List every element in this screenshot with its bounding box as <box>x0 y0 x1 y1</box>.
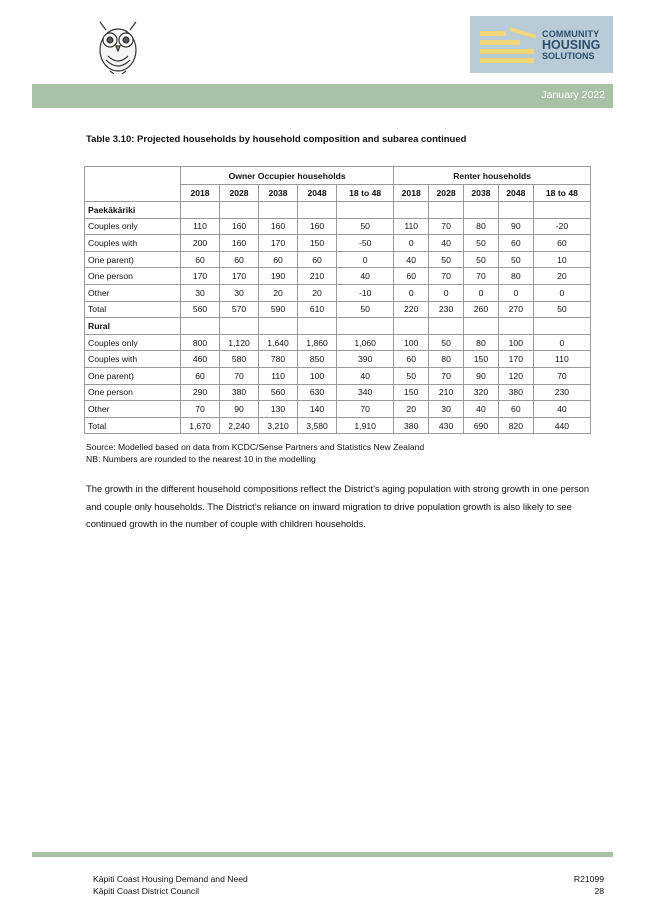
table-row <box>85 351 591 368</box>
value-cell: 60 <box>498 401 533 418</box>
value-cell: 50 <box>533 301 590 318</box>
value-cell: 340 <box>337 384 394 401</box>
empty-cell <box>498 202 533 219</box>
empty-cell <box>220 318 259 335</box>
value-cell: -20 <box>533 218 590 235</box>
owner-occupier-header: Owner Occupier households <box>181 167 394 185</box>
value-cell: 2,240 <box>220 417 259 434</box>
year-header: 2038 <box>259 185 298 202</box>
value-cell: 60 <box>181 367 220 384</box>
value-cell: 0 <box>498 284 533 301</box>
footer-band <box>32 852 613 857</box>
value-cell: 0 <box>533 334 590 351</box>
value-cell: 90 <box>464 367 499 384</box>
table-title: Table 3.10: Projected households by household composition and subarea continued <box>86 134 467 145</box>
households-table <box>84 166 591 434</box>
header-date: January 2022 <box>541 89 605 101</box>
value-cell: 390 <box>337 351 394 368</box>
value-cell: 90 <box>498 218 533 235</box>
value-cell: 380 <box>394 417 429 434</box>
value-cell: 10 <box>533 251 590 268</box>
value-cell: 50 <box>429 251 464 268</box>
value-cell: 60 <box>181 251 220 268</box>
value-cell: 80 <box>464 334 499 351</box>
logo-line-solutions: SOLUTIONS <box>542 50 595 61</box>
value-cell: 610 <box>298 301 337 318</box>
empty-cell <box>337 202 394 219</box>
value-cell: 40 <box>464 401 499 418</box>
year-header: 18 to 48 <box>533 185 590 202</box>
value-cell: 60 <box>259 251 298 268</box>
value-cell: 50 <box>394 367 429 384</box>
group-header-row <box>85 167 591 185</box>
value-cell: 460 <box>181 351 220 368</box>
value-cell: 160 <box>298 218 337 235</box>
row-label: One parent) <box>85 251 181 268</box>
value-cell: 190 <box>259 268 298 285</box>
value-cell: 430 <box>429 417 464 434</box>
value-cell: 0 <box>394 284 429 301</box>
value-cell: 1,060 <box>337 334 394 351</box>
section-name: Rural <box>85 318 181 335</box>
logo-line-community: COMMUNITY <box>542 28 600 39</box>
year-header: 2048 <box>498 185 533 202</box>
table-row <box>85 284 591 301</box>
value-cell: 30 <box>220 284 259 301</box>
table-row <box>85 401 591 418</box>
value-cell: 80 <box>464 218 499 235</box>
year-header: 2048 <box>298 185 337 202</box>
row-label: Other <box>85 284 181 301</box>
value-cell: 100 <box>394 334 429 351</box>
value-cell: 80 <box>429 351 464 368</box>
logo-line-housing: HOUSING <box>542 37 601 52</box>
value-cell: 170 <box>220 268 259 285</box>
row-label: One parent) <box>85 367 181 384</box>
value-cell: 70 <box>429 367 464 384</box>
value-cell: 290 <box>181 384 220 401</box>
value-cell: 60 <box>220 251 259 268</box>
row-label: Couples with <box>85 235 181 252</box>
logo-text <box>542 29 600 61</box>
value-cell: 170 <box>498 351 533 368</box>
value-cell: 380 <box>220 384 259 401</box>
empty-cell <box>298 318 337 335</box>
value-cell: 110 <box>181 218 220 235</box>
value-cell: 690 <box>464 417 499 434</box>
value-cell: 100 <box>498 334 533 351</box>
value-cell: 170 <box>181 268 220 285</box>
section-row <box>85 318 591 335</box>
row-label: One person <box>85 384 181 401</box>
table-row <box>85 367 591 384</box>
value-cell: 80 <box>498 268 533 285</box>
table-source-block <box>86 441 424 465</box>
value-cell: 160 <box>259 218 298 235</box>
year-header: 2028 <box>220 185 259 202</box>
value-cell: 110 <box>259 367 298 384</box>
value-cell: 60 <box>394 351 429 368</box>
value-cell: 50 <box>337 218 394 235</box>
value-cell: 1,910 <box>337 417 394 434</box>
empty-cell <box>533 202 590 219</box>
community-housing-solutions-logo <box>470 16 613 73</box>
value-cell: 1,640 <box>259 334 298 351</box>
value-cell: 60 <box>533 235 590 252</box>
body-paragraph: The growth in the different household compositions reflect the District’s aging population with strong growth in one person and couple only households. The District’s reliance on inward migration to drive population growth is also likely to see continued growth in the number of couple with children households. <box>86 483 590 529</box>
empty-cell <box>337 318 394 335</box>
value-cell: -50 <box>337 235 394 252</box>
table-source: Source: Modelled based on data from KCDC/Sense Partners and Statistics New Zealand <box>86 442 425 452</box>
value-cell: 820 <box>498 417 533 434</box>
year-header: 2028 <box>429 185 464 202</box>
empty-cell <box>533 318 590 335</box>
year-header: 18 to 48 <box>337 185 394 202</box>
empty-cell <box>298 202 337 219</box>
value-cell: 40 <box>533 401 590 418</box>
value-cell: 150 <box>394 384 429 401</box>
value-cell: 130 <box>259 401 298 418</box>
value-cell: 30 <box>181 284 220 301</box>
value-cell: 120 <box>498 367 533 384</box>
value-cell: 40 <box>429 235 464 252</box>
header-band <box>32 84 613 108</box>
value-cell: 70 <box>429 268 464 285</box>
value-cell: 160 <box>220 218 259 235</box>
table-row <box>85 218 591 235</box>
row-label: Total <box>85 301 181 318</box>
table-row <box>85 251 591 268</box>
value-cell: 110 <box>394 218 429 235</box>
row-label: Other <box>85 401 181 418</box>
value-cell: 30 <box>429 401 464 418</box>
value-cell: 140 <box>298 401 337 418</box>
table-row <box>85 268 591 285</box>
year-header: 2038 <box>464 185 499 202</box>
value-cell: 20 <box>298 284 337 301</box>
value-cell: -10 <box>337 284 394 301</box>
corner-cell <box>85 167 181 202</box>
empty-cell <box>220 202 259 219</box>
empty-cell <box>394 318 429 335</box>
row-label: One person <box>85 268 181 285</box>
value-cell: 850 <box>298 351 337 368</box>
value-cell: 50 <box>337 301 394 318</box>
value-cell: 590 <box>259 301 298 318</box>
owl-logo-icon <box>92 16 144 74</box>
table-note: NB: Numbers are rounded to the nearest 10 in the modelling <box>86 454 316 464</box>
empty-cell <box>498 318 533 335</box>
value-cell: 150 <box>464 351 499 368</box>
footer-page-number: 28 <box>594 885 604 896</box>
value-cell: 200 <box>181 235 220 252</box>
value-cell: 60 <box>394 268 429 285</box>
value-cell: 70 <box>220 367 259 384</box>
year-header: 2018 <box>394 185 429 202</box>
row-label: Couples only <box>85 218 181 235</box>
value-cell: 50 <box>429 334 464 351</box>
value-cell: 230 <box>429 301 464 318</box>
value-cell: 570 <box>220 301 259 318</box>
value-cell: 580 <box>220 351 259 368</box>
value-cell: 0 <box>394 235 429 252</box>
value-cell: 60 <box>498 235 533 252</box>
value-cell: 50 <box>464 235 499 252</box>
value-cell: 210 <box>429 384 464 401</box>
table-row <box>85 235 591 252</box>
footer-report-title: Kāpiti Coast Housing Demand and Need <box>93 874 248 884</box>
empty-cell <box>181 202 220 219</box>
table-row <box>85 384 591 401</box>
section-row <box>85 202 591 219</box>
value-cell: 70 <box>181 401 220 418</box>
footer-right <box>574 874 604 897</box>
value-cell: 70 <box>337 401 394 418</box>
housing-bars-icon <box>480 25 538 65</box>
value-cell: 0 <box>464 284 499 301</box>
footer-report-id: R21099 <box>573 874 604 884</box>
value-cell: 630 <box>298 384 337 401</box>
value-cell: 110 <box>533 351 590 368</box>
value-cell: 90 <box>220 401 259 418</box>
row-label: Total <box>85 417 181 434</box>
value-cell: 40 <box>337 268 394 285</box>
value-cell: 320 <box>464 384 499 401</box>
value-cell: 560 <box>181 301 220 318</box>
value-cell: 50 <box>464 251 499 268</box>
value-cell: 160 <box>220 235 259 252</box>
value-cell: 800 <box>181 334 220 351</box>
table-body <box>85 202 591 434</box>
empty-cell <box>259 202 298 219</box>
value-cell: 20 <box>394 401 429 418</box>
table-row <box>85 334 591 351</box>
row-label: Couples only <box>85 334 181 351</box>
value-cell: 440 <box>533 417 590 434</box>
value-cell: 3,210 <box>259 417 298 434</box>
value-cell: 1,860 <box>298 334 337 351</box>
row-label: Couples with <box>85 351 181 368</box>
table-row <box>85 417 591 434</box>
value-cell: 20 <box>259 284 298 301</box>
value-cell: 1,670 <box>181 417 220 434</box>
value-cell: 220 <box>394 301 429 318</box>
value-cell: 100 <box>298 367 337 384</box>
value-cell: 170 <box>259 235 298 252</box>
value-cell: 1,120 <box>220 334 259 351</box>
value-cell: 260 <box>464 301 499 318</box>
value-cell: 20 <box>533 268 590 285</box>
value-cell: 270 <box>498 301 533 318</box>
empty-cell <box>259 318 298 335</box>
value-cell: 70 <box>429 218 464 235</box>
value-cell: 380 <box>498 384 533 401</box>
value-cell: 150 <box>298 235 337 252</box>
value-cell: 50 <box>498 251 533 268</box>
footer-council: Kāpiti Coast District Council <box>93 885 200 896</box>
year-header: 2018 <box>181 185 220 202</box>
empty-cell <box>394 202 429 219</box>
value-cell: 70 <box>464 268 499 285</box>
footer-left <box>93 874 248 897</box>
renter-header: Renter households <box>394 167 591 185</box>
value-cell: 60 <box>298 251 337 268</box>
empty-cell <box>429 202 464 219</box>
value-cell: 40 <box>394 251 429 268</box>
empty-cell <box>429 318 464 335</box>
value-cell: 0 <box>337 251 394 268</box>
empty-cell <box>464 318 499 335</box>
value-cell: 560 <box>259 384 298 401</box>
value-cell: 780 <box>259 351 298 368</box>
empty-cell <box>464 202 499 219</box>
empty-cell <box>181 318 220 335</box>
section-name: Paekākāriki <box>85 202 181 219</box>
table-row <box>85 301 591 318</box>
value-cell: 0 <box>533 284 590 301</box>
value-cell: 3,580 <box>298 417 337 434</box>
value-cell: 210 <box>298 268 337 285</box>
value-cell: 0 <box>429 284 464 301</box>
value-cell: 230 <box>533 384 590 401</box>
value-cell: 40 <box>337 367 394 384</box>
value-cell: 70 <box>533 367 590 384</box>
